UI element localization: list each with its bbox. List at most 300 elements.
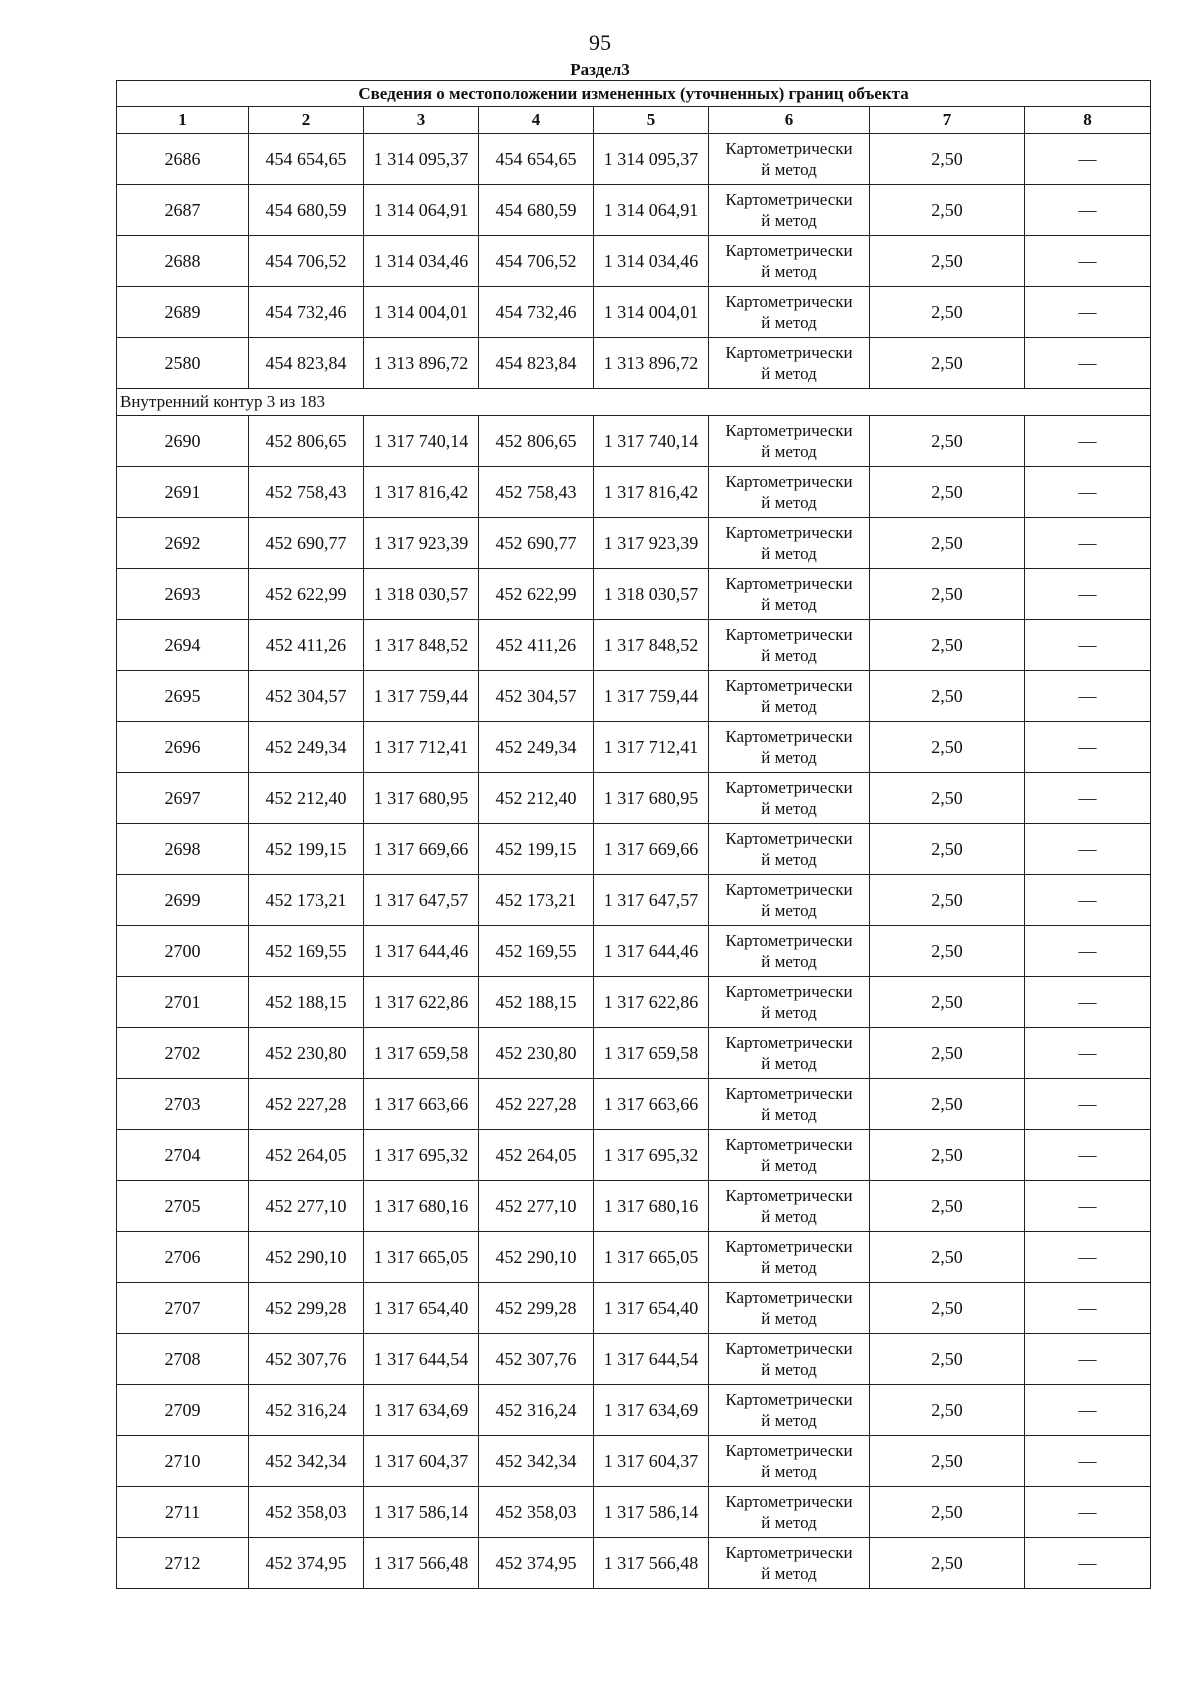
point-number-cell: 2698 xyxy=(117,824,249,875)
column-number: 7 xyxy=(870,107,1025,134)
table-row xyxy=(117,824,1151,875)
y-old-cell: 1 314 034,46 xyxy=(364,236,479,287)
y-old-cell: 1 317 644,54 xyxy=(364,1334,479,1385)
x-old-cell: 454 654,65 xyxy=(249,134,364,185)
point-number-cell: 2701 xyxy=(117,977,249,1028)
y-new-cell: 1 317 669,66 xyxy=(594,824,709,875)
y-old-cell: 1 314 004,01 xyxy=(364,287,479,338)
point-number-cell: 2704 xyxy=(117,1130,249,1181)
x-new-cell: 452 173,21 xyxy=(479,875,594,926)
accuracy-cell: 2,50 xyxy=(870,824,1025,875)
accuracy-cell: 2,50 xyxy=(870,1538,1025,1589)
y-old-cell: 1 317 759,44 xyxy=(364,671,479,722)
y-new-cell: 1 317 566,48 xyxy=(594,1538,709,1589)
method-cell xyxy=(709,977,870,1028)
table-row xyxy=(117,338,1151,389)
method-line: Картометрически xyxy=(725,1390,853,1409)
table-body xyxy=(117,134,1151,1589)
y-new-cell: 1 317 622,86 xyxy=(594,977,709,1028)
y-new-cell: 1 317 644,54 xyxy=(594,1334,709,1385)
point-number-cell: 2580 xyxy=(117,338,249,389)
y-old-cell: 1 317 816,42 xyxy=(364,467,479,518)
accuracy-cell: 2,50 xyxy=(870,1487,1025,1538)
method-line: й метод xyxy=(761,313,817,332)
method-cell xyxy=(709,185,870,236)
accuracy-cell: 2,50 xyxy=(870,926,1025,977)
table-row xyxy=(117,518,1151,569)
table-row xyxy=(117,1487,1151,1538)
y-old-cell: 1 314 095,37 xyxy=(364,134,479,185)
note-cell: — xyxy=(1025,1181,1151,1232)
table-row xyxy=(117,1028,1151,1079)
method-line: Картометрически xyxy=(725,1186,853,1205)
note-cell: — xyxy=(1025,185,1151,236)
column-number: 3 xyxy=(364,107,479,134)
note-cell: — xyxy=(1025,1079,1151,1130)
x-old-cell: 452 264,05 xyxy=(249,1130,364,1181)
table-row xyxy=(117,1385,1151,1436)
note-cell: — xyxy=(1025,467,1151,518)
y-old-cell: 1 317 665,05 xyxy=(364,1232,479,1283)
x-new-cell: 452 230,80 xyxy=(479,1028,594,1079)
method-cell xyxy=(709,1385,870,1436)
accuracy-cell: 2,50 xyxy=(870,185,1025,236)
method-line: Картометрически xyxy=(725,1492,853,1511)
note-cell: — xyxy=(1025,1487,1151,1538)
y-new-cell: 1 318 030,57 xyxy=(594,569,709,620)
point-number-cell: 2692 xyxy=(117,518,249,569)
note-cell: — xyxy=(1025,416,1151,467)
column-number: 8 xyxy=(1025,107,1151,134)
method-line: Картометрически xyxy=(725,472,853,491)
method-cell xyxy=(709,134,870,185)
x-old-cell: 452 212,40 xyxy=(249,773,364,824)
accuracy-cell: 2,50 xyxy=(870,620,1025,671)
method-cell xyxy=(709,467,870,518)
point-number-cell: 2696 xyxy=(117,722,249,773)
x-new-cell: 452 277,10 xyxy=(479,1181,594,1232)
method-line: Картометрически xyxy=(725,1339,853,1358)
accuracy-cell: 2,50 xyxy=(870,671,1025,722)
note-cell: — xyxy=(1025,977,1151,1028)
y-new-cell: 1 317 654,40 xyxy=(594,1283,709,1334)
note-cell: — xyxy=(1025,773,1151,824)
method-line: й метод xyxy=(761,1360,817,1379)
table-row xyxy=(117,467,1151,518)
method-line: Картометрически xyxy=(725,625,853,644)
method-cell xyxy=(709,1232,870,1283)
point-number-cell: 2697 xyxy=(117,773,249,824)
point-number-cell: 2710 xyxy=(117,1436,249,1487)
method-line: й метод xyxy=(761,364,817,383)
table-row xyxy=(117,977,1151,1028)
x-new-cell: 452 264,05 xyxy=(479,1130,594,1181)
method-line: Картометрически xyxy=(725,676,853,695)
column-number: 6 xyxy=(709,107,870,134)
x-new-cell: 452 758,43 xyxy=(479,467,594,518)
note-cell: — xyxy=(1025,518,1151,569)
table-row xyxy=(117,416,1151,467)
method-cell xyxy=(709,1079,870,1130)
y-old-cell: 1 317 848,52 xyxy=(364,620,479,671)
method-cell xyxy=(709,416,870,467)
method-line: й метод xyxy=(761,595,817,614)
accuracy-cell: 2,50 xyxy=(870,1334,1025,1385)
table-row xyxy=(117,875,1151,926)
point-number-cell: 2702 xyxy=(117,1028,249,1079)
column-number-row xyxy=(117,107,1151,134)
x-new-cell: 454 706,52 xyxy=(479,236,594,287)
note-cell: — xyxy=(1025,287,1151,338)
accuracy-cell: 2,50 xyxy=(870,875,1025,926)
accuracy-cell: 2,50 xyxy=(870,1181,1025,1232)
x-new-cell: 454 654,65 xyxy=(479,134,594,185)
y-old-cell: 1 318 030,57 xyxy=(364,569,479,620)
y-new-cell: 1 317 659,58 xyxy=(594,1028,709,1079)
note-cell: — xyxy=(1025,1232,1151,1283)
table-row xyxy=(117,1079,1151,1130)
y-new-cell: 1 317 759,44 xyxy=(594,671,709,722)
method-line: Картометрически xyxy=(725,523,853,542)
x-new-cell: 452 249,34 xyxy=(479,722,594,773)
method-line: й метод xyxy=(761,748,817,767)
y-old-cell: 1 317 659,58 xyxy=(364,1028,479,1079)
x-old-cell: 452 690,77 xyxy=(249,518,364,569)
method-line: Картометрически xyxy=(725,880,853,899)
contour-label: Внутренний контур 3 из 183 xyxy=(117,389,1151,416)
x-new-cell: 454 732,46 xyxy=(479,287,594,338)
accuracy-cell: 2,50 xyxy=(870,518,1025,569)
method-line: Картометрически xyxy=(725,931,853,950)
x-new-cell: 452 199,15 xyxy=(479,824,594,875)
y-old-cell: 1 317 654,40 xyxy=(364,1283,479,1334)
point-number-cell: 2695 xyxy=(117,671,249,722)
point-number-cell: 2705 xyxy=(117,1181,249,1232)
point-number-cell: 2688 xyxy=(117,236,249,287)
y-new-cell: 1 317 740,14 xyxy=(594,416,709,467)
method-cell xyxy=(709,926,870,977)
method-line: Картометрически xyxy=(725,241,853,260)
method-cell xyxy=(709,1334,870,1385)
accuracy-cell: 2,50 xyxy=(870,977,1025,1028)
method-line: Картометрически xyxy=(725,829,853,848)
y-old-cell: 1 317 586,14 xyxy=(364,1487,479,1538)
table-row xyxy=(117,722,1151,773)
point-number-cell: 2693 xyxy=(117,569,249,620)
x-old-cell: 452 304,57 xyxy=(249,671,364,722)
method-line: й метод xyxy=(761,262,817,281)
accuracy-cell: 2,50 xyxy=(870,1283,1025,1334)
x-old-cell: 452 411,26 xyxy=(249,620,364,671)
method-line: й метод xyxy=(761,901,817,920)
y-new-cell: 1 317 663,66 xyxy=(594,1079,709,1130)
column-number: 4 xyxy=(479,107,594,134)
method-cell xyxy=(709,824,870,875)
column-number: 2 xyxy=(249,107,364,134)
note-cell: — xyxy=(1025,1334,1151,1385)
method-cell xyxy=(709,1181,870,1232)
method-cell xyxy=(709,518,870,569)
method-line: Картометрически xyxy=(725,1033,853,1052)
note-cell: — xyxy=(1025,134,1151,185)
coordinates-table xyxy=(116,80,1151,1589)
method-line: Картометрически xyxy=(725,1543,853,1562)
point-number-cell: 2699 xyxy=(117,875,249,926)
accuracy-cell: 2,50 xyxy=(870,287,1025,338)
page-number: 95 xyxy=(589,30,611,55)
table-row xyxy=(117,287,1151,338)
table-row xyxy=(117,620,1151,671)
y-new-cell: 1 317 680,95 xyxy=(594,773,709,824)
accuracy-cell: 2,50 xyxy=(870,569,1025,620)
accuracy-cell: 2,50 xyxy=(870,1079,1025,1130)
method-cell xyxy=(709,1487,870,1538)
note-cell: — xyxy=(1025,1283,1151,1334)
method-line: Картометрически xyxy=(725,292,853,311)
accuracy-cell: 2,50 xyxy=(870,1232,1025,1283)
point-number-cell: 2691 xyxy=(117,467,249,518)
table-row xyxy=(117,773,1151,824)
y-new-cell: 1 317 712,41 xyxy=(594,722,709,773)
x-new-cell: 452 358,03 xyxy=(479,1487,594,1538)
method-cell xyxy=(709,569,870,620)
x-old-cell: 452 358,03 xyxy=(249,1487,364,1538)
accuracy-cell: 2,50 xyxy=(870,134,1025,185)
method-line: Картометрически xyxy=(725,727,853,746)
x-new-cell: 452 212,40 xyxy=(479,773,594,824)
method-line: й метод xyxy=(761,697,817,716)
note-cell: — xyxy=(1025,824,1151,875)
x-new-cell: 452 806,65 xyxy=(479,416,594,467)
note-cell: — xyxy=(1025,236,1151,287)
method-line: й метод xyxy=(761,646,817,665)
method-line: й метод xyxy=(761,160,817,179)
x-old-cell: 452 290,10 xyxy=(249,1232,364,1283)
method-line: й метод xyxy=(761,1156,817,1175)
method-line: й метод xyxy=(761,1462,817,1481)
accuracy-cell: 2,50 xyxy=(870,236,1025,287)
method-line: й метод xyxy=(761,493,817,512)
method-line: й метод xyxy=(761,1054,817,1073)
y-old-cell: 1 317 923,39 xyxy=(364,518,479,569)
y-new-cell: 1 314 004,01 xyxy=(594,287,709,338)
x-new-cell: 452 307,76 xyxy=(479,1334,594,1385)
method-line: Картометрически xyxy=(725,139,853,158)
x-new-cell: 454 680,59 xyxy=(479,185,594,236)
x-new-cell: 452 299,28 xyxy=(479,1283,594,1334)
method-line: й метод xyxy=(761,1105,817,1124)
x-old-cell: 452 374,95 xyxy=(249,1538,364,1589)
accuracy-cell: 2,50 xyxy=(870,773,1025,824)
x-old-cell: 452 277,10 xyxy=(249,1181,364,1232)
y-old-cell: 1 317 622,86 xyxy=(364,977,479,1028)
accuracy-cell: 2,50 xyxy=(870,1385,1025,1436)
column-number: 5 xyxy=(594,107,709,134)
method-cell xyxy=(709,1130,870,1181)
table-row xyxy=(117,236,1151,287)
method-line: Картометрически xyxy=(725,778,853,797)
x-new-cell: 452 188,15 xyxy=(479,977,594,1028)
y-new-cell: 1 314 034,46 xyxy=(594,236,709,287)
table-row xyxy=(117,671,1151,722)
method-cell xyxy=(709,1028,870,1079)
y-new-cell: 1 317 586,14 xyxy=(594,1487,709,1538)
x-new-cell: 452 690,77 xyxy=(479,518,594,569)
y-new-cell: 1 317 604,37 xyxy=(594,1436,709,1487)
x-old-cell: 452 199,15 xyxy=(249,824,364,875)
table-row xyxy=(117,1436,1151,1487)
method-line: й метод xyxy=(761,1513,817,1532)
note-cell: — xyxy=(1025,1130,1151,1181)
table-row xyxy=(117,1130,1151,1181)
accuracy-cell: 2,50 xyxy=(870,1130,1025,1181)
x-old-cell: 452 622,99 xyxy=(249,569,364,620)
x-new-cell: 454 823,84 xyxy=(479,338,594,389)
point-number-cell: 2686 xyxy=(117,134,249,185)
x-old-cell: 452 307,76 xyxy=(249,1334,364,1385)
x-new-cell: 452 342,34 xyxy=(479,1436,594,1487)
note-cell: — xyxy=(1025,671,1151,722)
x-old-cell: 452 299,28 xyxy=(249,1283,364,1334)
x-old-cell: 452 758,43 xyxy=(249,467,364,518)
method-line: Картометрически xyxy=(725,1237,853,1256)
point-number-cell: 2700 xyxy=(117,926,249,977)
note-cell: — xyxy=(1025,1436,1151,1487)
y-old-cell: 1 314 064,91 xyxy=(364,185,479,236)
y-old-cell: 1 317 663,66 xyxy=(364,1079,479,1130)
table-row xyxy=(117,1232,1151,1283)
x-old-cell: 452 342,34 xyxy=(249,1436,364,1487)
y-old-cell: 1 317 647,57 xyxy=(364,875,479,926)
y-old-cell: 1 317 644,46 xyxy=(364,926,479,977)
y-old-cell: 1 317 695,32 xyxy=(364,1130,479,1181)
note-cell: — xyxy=(1025,1538,1151,1589)
y-new-cell: 1 317 647,57 xyxy=(594,875,709,926)
point-number-cell: 2711 xyxy=(117,1487,249,1538)
table-row xyxy=(117,1283,1151,1334)
point-number-cell: 2709 xyxy=(117,1385,249,1436)
method-cell xyxy=(709,287,870,338)
y-new-cell: 1 317 665,05 xyxy=(594,1232,709,1283)
note-cell: — xyxy=(1025,338,1151,389)
point-number-cell: 2707 xyxy=(117,1283,249,1334)
method-line: Картометрически xyxy=(725,190,853,209)
x-old-cell: 452 188,15 xyxy=(249,977,364,1028)
method-line: й метод xyxy=(761,1309,817,1328)
y-new-cell: 1 317 695,32 xyxy=(594,1130,709,1181)
accuracy-cell: 2,50 xyxy=(870,1436,1025,1487)
method-cell xyxy=(709,773,870,824)
method-line: Картометрически xyxy=(725,1288,853,1307)
x-old-cell: 454 706,52 xyxy=(249,236,364,287)
table-row xyxy=(117,134,1151,185)
method-line: й метод xyxy=(761,544,817,563)
note-cell: — xyxy=(1025,1028,1151,1079)
method-line: Картометрически xyxy=(725,1084,853,1103)
table-row xyxy=(117,569,1151,620)
x-old-cell: 452 806,65 xyxy=(249,416,364,467)
y-old-cell: 1 317 740,14 xyxy=(364,416,479,467)
method-line: Картометрически xyxy=(725,343,853,362)
method-cell xyxy=(709,1436,870,1487)
point-number-cell: 2703 xyxy=(117,1079,249,1130)
method-line: Картометрически xyxy=(725,1441,853,1460)
note-cell: — xyxy=(1025,926,1151,977)
method-line: Картометрически xyxy=(725,421,853,440)
method-cell xyxy=(709,1283,870,1334)
table-row xyxy=(117,1334,1151,1385)
accuracy-cell: 2,50 xyxy=(870,467,1025,518)
x-new-cell: 452 304,57 xyxy=(479,671,594,722)
note-cell: — xyxy=(1025,875,1151,926)
y-new-cell: 1 313 896,72 xyxy=(594,338,709,389)
y-old-cell: 1 313 896,72 xyxy=(364,338,479,389)
method-line: Картометрически xyxy=(725,982,853,1001)
y-old-cell: 1 317 712,41 xyxy=(364,722,479,773)
x-old-cell: 454 823,84 xyxy=(249,338,364,389)
section-title: Раздел3 xyxy=(570,60,630,79)
accuracy-cell: 2,50 xyxy=(870,722,1025,773)
x-old-cell: 452 227,28 xyxy=(249,1079,364,1130)
method-line: й метод xyxy=(761,442,817,461)
method-line: й метод xyxy=(761,1003,817,1022)
x-new-cell: 452 227,28 xyxy=(479,1079,594,1130)
x-new-cell: 452 374,95 xyxy=(479,1538,594,1589)
point-number-cell: 2708 xyxy=(117,1334,249,1385)
y-new-cell: 1 314 095,37 xyxy=(594,134,709,185)
x-new-cell: 452 169,55 xyxy=(479,926,594,977)
contour-label-row xyxy=(117,389,1151,416)
point-number-cell: 2690 xyxy=(117,416,249,467)
x-old-cell: 452 173,21 xyxy=(249,875,364,926)
point-number-cell: 2687 xyxy=(117,185,249,236)
method-line: й метод xyxy=(761,211,817,230)
method-line: Картометрически xyxy=(725,1135,853,1154)
table-row xyxy=(117,1181,1151,1232)
x-old-cell: 452 230,80 xyxy=(249,1028,364,1079)
x-old-cell: 452 169,55 xyxy=(249,926,364,977)
accuracy-cell: 2,50 xyxy=(870,416,1025,467)
method-cell xyxy=(709,722,870,773)
method-line: Картометрически xyxy=(725,574,853,593)
x-new-cell: 452 411,26 xyxy=(479,620,594,671)
note-cell: — xyxy=(1025,569,1151,620)
y-old-cell: 1 317 604,37 xyxy=(364,1436,479,1487)
table-row xyxy=(117,1538,1151,1589)
method-line: й метод xyxy=(761,799,817,818)
point-number-cell: 2712 xyxy=(117,1538,249,1589)
x-old-cell: 452 249,34 xyxy=(249,722,364,773)
method-line: й метод xyxy=(761,1564,817,1583)
method-line: й метод xyxy=(761,1258,817,1277)
table-caption: Сведения о местоположении измененных (уточненных) границ объекта xyxy=(117,81,1151,107)
method-line: й метод xyxy=(761,952,817,971)
y-new-cell: 1 317 923,39 xyxy=(594,518,709,569)
y-new-cell: 1 317 848,52 xyxy=(594,620,709,671)
x-old-cell: 454 680,59 xyxy=(249,185,364,236)
note-cell: — xyxy=(1025,1385,1151,1436)
accuracy-cell: 2,50 xyxy=(870,1028,1025,1079)
method-cell xyxy=(709,236,870,287)
method-cell xyxy=(709,875,870,926)
method-cell xyxy=(709,671,870,722)
y-new-cell: 1 314 064,91 xyxy=(594,185,709,236)
y-old-cell: 1 317 634,69 xyxy=(364,1385,479,1436)
note-cell: — xyxy=(1025,620,1151,671)
y-old-cell: 1 317 680,16 xyxy=(364,1181,479,1232)
table-row xyxy=(117,185,1151,236)
point-number-cell: 2694 xyxy=(117,620,249,671)
